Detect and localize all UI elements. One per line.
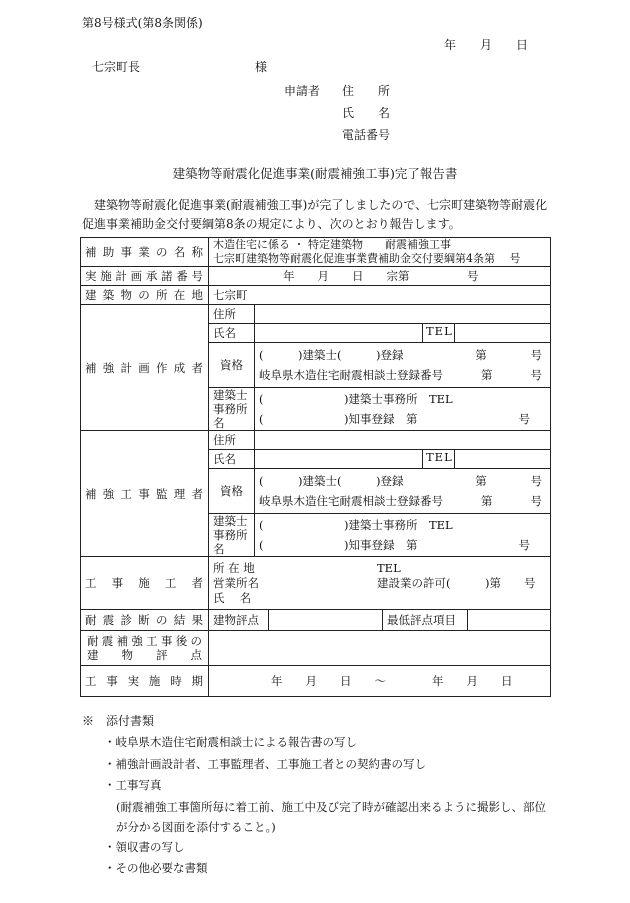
contractor-name-label: 氏 名	[213, 590, 252, 605]
designer-qual-dai: 第	[475, 348, 487, 362]
designer-office-go: 号	[518, 412, 530, 426]
supervisor-qual-go: 号	[530, 474, 542, 488]
location-label: 建築物の所在地	[81, 286, 209, 305]
document-title: 建築物等耐震化促進事業(耐震補強工事)完了報告書	[172, 166, 458, 181]
designer-office-line2: ( )知事登録 第	[259, 412, 418, 426]
designer-address-label: 住所	[209, 305, 255, 324]
supervisor-name-field	[255, 450, 423, 469]
designer-qualification-label: 資格	[209, 343, 255, 388]
project-name-row	[81, 238, 551, 267]
designer-address-row	[81, 305, 551, 324]
form-number: 第8号様式(第8条関係)	[82, 16, 203, 30]
supervisor-qual-line2: 岐阜県木造住宅耐震相談士登録番号	[259, 494, 443, 508]
attachment-photo-note: (耐震補強工事箇所毎に着工前、施工中及び完了時が確認出来るように撮影し、部位が分かる図面を添付すること。)	[116, 799, 546, 834]
project-name-label: 補助事業の名称	[81, 238, 209, 267]
designer-label: 補強計画作成者	[81, 305, 209, 431]
designer-qualification-cell	[255, 343, 551, 388]
addressee: 七宗町長	[92, 60, 141, 74]
applicant-phone-label: 電話番号	[342, 128, 391, 142]
supervisor-label: 補強工事監理者	[81, 431, 209, 557]
attachment-item: ・領収書の写し	[104, 839, 185, 854]
supervisor-tel-label: TEL	[423, 450, 455, 468]
lowest-item-label: 最低評点項目	[383, 610, 468, 630]
after-score-label	[81, 631, 209, 666]
contractor-tel-label: TEL	[377, 560, 401, 575]
designer-name-field	[255, 324, 423, 343]
applicant-label: 申請者	[284, 84, 321, 98]
honorific: 様	[255, 60, 268, 74]
designer-name-label: 氏名	[209, 324, 255, 343]
location-value: 七宗町	[209, 286, 551, 305]
plan-number-row	[81, 267, 551, 286]
supervisor-qual-line1: ( )建築士( )登録	[259, 474, 404, 488]
attachments-list	[104, 732, 554, 880]
project-name-line2: 七宗町建築物等耐震化促進事業費補助金交付要綱第4条第 号	[213, 252, 521, 265]
after-score-label-line2: 建物評点	[87, 648, 202, 662]
applicant-address-row	[284, 82, 390, 99]
after-score-label-line1: 耐震補強工事後の	[87, 634, 202, 648]
report-table	[80, 237, 551, 697]
period-label: 工事実施時期	[81, 666, 209, 697]
designer-address-field	[255, 305, 551, 324]
designer-tel-label: TEL	[423, 324, 455, 342]
attachments-heading: ※ 添付書類	[82, 714, 155, 728]
location-row	[81, 286, 551, 305]
project-name-line1: 木造住宅に係る ・ 特定建築物 耐震補強工事	[213, 238, 451, 251]
diagnosis-label: 耐震診断の結果	[81, 610, 209, 631]
supervisor-name-label: 氏名	[209, 450, 255, 469]
designer-qual-line2: 岐阜県木造住宅耐震相談士登録番号	[259, 368, 443, 382]
designer-qual-go: 号	[530, 348, 542, 362]
attachment-item: ・その他必要な書類	[104, 861, 208, 875]
building-score-field	[269, 610, 383, 631]
supervisor-qual2-go: 号	[530, 494, 542, 508]
contractor-label: 工事施工者	[81, 557, 209, 610]
supervisor-qualification-cell	[255, 469, 551, 514]
designer-office-label: 建築士事務所名	[209, 388, 255, 431]
supervisor-qual2-dai: 第	[481, 494, 493, 508]
designer-qual2-go: 号	[530, 368, 542, 382]
after-score-field	[209, 631, 551, 666]
contractor-cell	[209, 557, 551, 610]
applicant-name-label: 氏 名	[342, 106, 391, 120]
lowest-item-cell	[383, 610, 551, 631]
designer-qual-line1: ( )建築士( )登録	[259, 348, 404, 362]
contractor-permit: 建設業の許可( )第 号	[377, 575, 536, 590]
attachment-item: ・岐阜県木造住宅耐震相談士による報告書の写し	[104, 735, 357, 749]
supervisor-office-label: 建築士事務所名	[209, 514, 255, 557]
attachment-item: ・工事写真	[104, 778, 162, 792]
contractor-location-label: 所 在 地	[213, 560, 255, 575]
supervisor-office-go: 号	[518, 538, 530, 552]
period-value: 年 月 日 ～ 年 月 日	[209, 666, 551, 697]
attachment-item: ・補強計画設計者、工事監理者、工事施工者との契約書の写し	[104, 756, 426, 771]
intro-paragraph: 建築物等耐震化促進事業(耐震補強工事)が完了しましたので、七宗町建築物等耐震化促進事業補助金交付要綱第8条の規定により、次のとおり報告します。	[82, 198, 548, 231]
supervisor-office-cell	[255, 514, 551, 557]
after-score-row	[81, 631, 551, 666]
supervisor-office-line1: ( )建築士事務所 TEL	[259, 518, 453, 532]
designer-tel-cell	[423, 324, 551, 343]
period-row	[81, 666, 551, 697]
diagnosis-row	[81, 610, 551, 631]
plan-number-label: 実施計画承諾番号	[81, 267, 209, 286]
designer-office-line1: ( )建築士事務所 TEL	[259, 392, 453, 406]
supervisor-tel-cell	[423, 450, 551, 469]
applicant-address-label: 住 所	[342, 84, 391, 98]
building-score-label: 建物評点	[209, 610, 269, 631]
supervisor-address-row	[81, 431, 551, 450]
date-line: 年 月 日	[443, 38, 528, 52]
plan-number-value: 年 月 日 宗第 号	[209, 267, 551, 286]
supervisor-address-label: 住所	[209, 431, 255, 450]
designer-office-cell	[255, 388, 551, 431]
supervisor-office-line2: ( )知事登録 第	[259, 538, 418, 552]
contractor-row	[81, 557, 551, 610]
supervisor-address-field	[255, 431, 551, 450]
supervisor-qual-dai: 第	[475, 474, 487, 488]
project-name-cell	[209, 238, 551, 267]
supervisor-qualification-label: 資格	[209, 469, 255, 514]
contractor-office-label: 営業所名	[213, 575, 259, 590]
designer-qual2-dai: 第	[481, 368, 493, 382]
